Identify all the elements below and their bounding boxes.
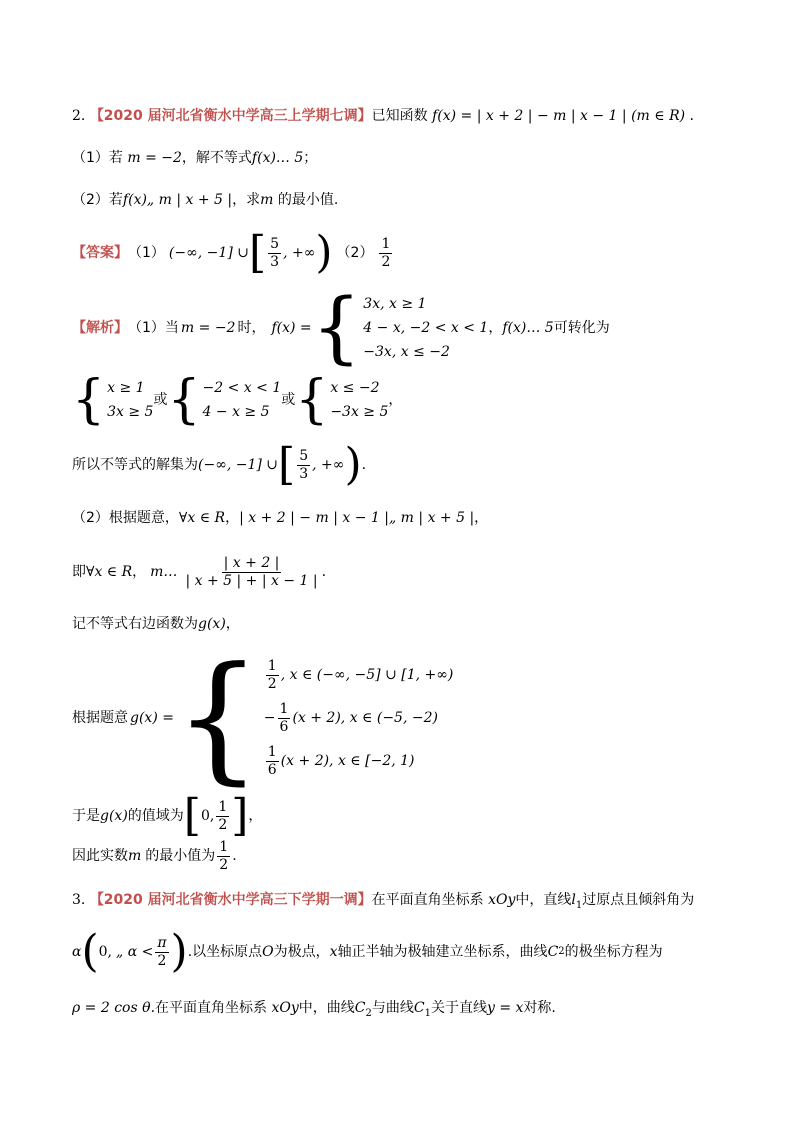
analysis-p2-end: ， (474, 510, 489, 526)
answer-frac-num: 5 (270, 235, 280, 252)
min-var: m (128, 848, 142, 864)
analysis-fx: f(x) = (271, 320, 312, 336)
range-text-1: 于是 (72, 808, 100, 824)
answer-tag: 【答案】 (72, 245, 128, 261)
analysis-intro: （1）当 (128, 320, 179, 336)
q3-t8: .在平面直角坐标系 (150, 1000, 268, 1016)
system-1-brace: { (72, 370, 106, 430)
solset-left: (−∞, −1] ∪ (198, 457, 279, 473)
range-bracket-open: [ (183, 790, 201, 841)
q3-statement-1 (72, 890, 694, 916)
g-case-2-fraction (278, 701, 291, 736)
g-def-brace: { (173, 637, 262, 798)
range-text-2: 的值域为 (127, 808, 184, 824)
q2-part1-text: ，解不等式 (181, 150, 252, 166)
solset-end: . (361, 457, 367, 473)
analysis-g-end: ， (225, 616, 240, 632)
q3-alpha: α (72, 944, 82, 960)
answer-set-left: (−∞, −1] ∪ (168, 245, 249, 261)
q2-part1 (72, 148, 317, 168)
system-2-cases (203, 376, 282, 424)
analysis-ie-end: . (321, 564, 327, 580)
analysis-ineq: f(x)… 5 (502, 320, 554, 336)
q2-part2-text: ，求 (232, 192, 261, 208)
analysis-tag: 【解析】 (72, 320, 128, 336)
solset-fraction (297, 448, 310, 483)
answer-p2-den: 2 (381, 253, 391, 270)
range-left: 0, (200, 808, 215, 824)
g-case-2-den: 6 (279, 718, 289, 735)
analysis-ie-forall: ∀x ∈ R (86, 564, 133, 580)
analysis-cond: m = −2 (180, 320, 236, 336)
analysis-p2-ineq: | x + 2 | − m | x − 1 |„ m | x + 5 | (239, 510, 475, 526)
g-case-2-sign: − (263, 709, 276, 726)
g-case-3-num: 1 (267, 743, 277, 760)
analysis-fx-cases (311, 283, 489, 373)
answer-p2-fraction (379, 236, 392, 271)
q3-C2: C (547, 944, 559, 960)
q3-t12: 对称. (523, 1000, 556, 1016)
q3-t3: 过原点且倾斜角为 (582, 892, 695, 908)
min-text-1: 因此实数 (72, 848, 128, 864)
analysis-case-1: 3x, x ≥ 1 (363, 296, 427, 312)
answer-bracket-close: ) (315, 227, 333, 278)
q2-answer (72, 227, 394, 278)
analysis-g-intro (72, 614, 240, 634)
q3-t11: 关于直线 (430, 1000, 487, 1016)
analysis-piecewise (72, 283, 610, 373)
answer-p2-num: 1 (381, 235, 391, 252)
analysis-g-text: 记不等式右边函数为 (72, 616, 198, 632)
g-case-2-num: 1 (279, 700, 289, 717)
g-case-1-num: 1 (267, 657, 277, 674)
q3-t7: 的极坐标方程为 (564, 944, 663, 960)
q2-part2-label: （2）若 (72, 192, 123, 208)
range-bracket-close: ] (231, 790, 249, 841)
solset-text: 所以不等式的解集为 (72, 457, 198, 473)
g-case-1-den: 2 (267, 675, 277, 692)
q2-part2-end: 的最小值. (277, 192, 339, 208)
system-1-a: x ≥ 1 (107, 380, 145, 396)
analysis-ie-den: | x + 5 | + | x − 1 | (185, 572, 318, 589)
q2-statement (72, 106, 694, 126)
q3-number: 3. (72, 892, 86, 908)
q3-O: O (262, 944, 274, 960)
analysis-brace: { (311, 283, 362, 373)
g-case-3-den: 6 (267, 761, 277, 778)
range-end: ， (248, 808, 263, 824)
system-1-b: 3x ≥ 5 (107, 404, 154, 420)
system-3-brace: { (295, 370, 329, 430)
q2-end: . (689, 108, 694, 124)
answer-set-right: , +∞ (283, 245, 316, 261)
q3-t10: 与曲线 (371, 1000, 414, 1016)
system-2 (167, 370, 282, 430)
solset-right: , +∞ (312, 457, 345, 473)
q3-source: 【2020 届河北省衡水中学高三下学期一调】 (89, 892, 372, 908)
analysis-p2-label: （2）根据题意， (72, 510, 179, 526)
system-2-b: 4 − x ≥ 5 (202, 404, 270, 420)
analysis-solution-set (72, 439, 367, 490)
q3-C2b-sub: 2 (365, 1007, 372, 1019)
q3-t4: .以坐标原点 (187, 944, 263, 960)
q3-a-lt: „ α < (116, 944, 154, 960)
q3-yx: y = x (486, 1000, 524, 1016)
analysis-sep: ， (488, 320, 503, 336)
answer-p2-label: （2） (336, 245, 374, 261)
q2-part2-expr: f(x)„ m | x + 5 | (122, 192, 233, 208)
analysis-part2 (72, 508, 488, 528)
q3-statement-3 (72, 998, 556, 1024)
system-3 (295, 370, 389, 430)
analysis-ie-m: m… (150, 564, 178, 580)
q3-l1: l (571, 892, 576, 908)
analysis-when: 时， (237, 320, 266, 336)
system-1-cases (107, 376, 153, 424)
g-case-2 (264, 697, 454, 740)
q3-t9: 中，曲线 (298, 1000, 355, 1016)
q3-paren-close: ) (170, 926, 188, 977)
q3-rho: ρ = 2 cos θ (72, 1000, 151, 1016)
solset-den: 3 (299, 465, 309, 482)
analysis-range (72, 790, 263, 841)
g-case-3 (264, 740, 454, 783)
system-or-1: 或 (153, 392, 168, 408)
q3-l1-sub: 1 (575, 899, 583, 911)
system-3-cases (330, 376, 388, 424)
q3-x: x (329, 944, 338, 960)
analysis-cases (363, 292, 488, 364)
g-case-1-rest: , x ∈ (−∞, −5] ∪ [1, +∞) (280, 666, 454, 683)
q2-part1-end: ； (303, 150, 318, 166)
analysis-g-def (72, 637, 454, 798)
q3-t6: 轴正半轴为极轴建立坐标系，曲线 (337, 944, 548, 960)
system-2-brace: { (167, 370, 201, 430)
q3-t2: 中，直线 (515, 892, 572, 908)
analysis-convert: 可转化为 (553, 320, 610, 336)
q2-number: 2. (72, 108, 86, 124)
g-case-1-fraction (266, 658, 279, 693)
q3-two: 2 (157, 952, 167, 969)
solset-num: 5 (299, 447, 309, 464)
analysis-p2-forall: ∀x ∈ R (178, 510, 226, 526)
q3-C2-sub: 2 (558, 946, 565, 957)
system-3-a: x ≤ −2 (330, 380, 380, 396)
g-case-1 (264, 654, 454, 697)
q2-part2 (72, 190, 338, 210)
min-end: . (232, 848, 237, 864)
q3-C1: C (413, 1000, 425, 1016)
g-def-fn: g(x) = (130, 710, 174, 726)
analysis-case-3: −3x, x ≤ −2 (363, 344, 450, 360)
q2-source: 【2020 届河北省衡水中学高三上学期七调】 (89, 108, 372, 124)
solset-bracket-open: [ (278, 439, 296, 490)
range-den: 2 (218, 816, 228, 833)
answer-p1-label: （1） (128, 245, 165, 261)
solset-bracket-close: ) (344, 439, 362, 490)
min-text-2: 的最小值为 (145, 848, 216, 864)
q2-part1-expr: f(x)… 5 (251, 150, 304, 166)
analysis-case-2: 4 − x, −2 < x < 1 (363, 320, 489, 336)
q3-statement-2 (72, 926, 663, 977)
q2-part1-cond: m = −2 (127, 150, 182, 166)
q3-pi: π (157, 934, 167, 951)
min-fraction (217, 839, 230, 874)
system-2-a: −2 < x < 1 (202, 380, 282, 396)
q3-pi-fraction (155, 935, 168, 970)
system-end: ， (388, 392, 403, 408)
q2-function: f(x) = | x + 2 | − m | x − 1 | (m ∈ R) (432, 108, 686, 124)
g-def-text: 根据题意 (72, 710, 128, 726)
q3-C2b: C (354, 1000, 366, 1016)
g-case-3-fraction (266, 744, 279, 779)
min-den: 2 (219, 856, 229, 873)
analysis-systems (72, 370, 403, 430)
system-1 (72, 370, 154, 430)
analysis-min (72, 836, 237, 876)
q3-xoy-2: xOy (271, 1000, 299, 1016)
g-case-2-rest: (x + 2), x ∈ (−5, −2) (292, 709, 438, 726)
q3-t1: 在平面直角坐标系 (371, 892, 484, 908)
g-case-3-rest: (x + 2), x ∈ [−2, 1) (280, 752, 415, 769)
range-num: 1 (218, 798, 228, 815)
analysis-ie-num: | x + 2 | (223, 554, 280, 571)
g-def-case-list (264, 654, 454, 783)
range-fn: g(x) (100, 808, 128, 824)
answer-frac-den: 3 (270, 253, 280, 270)
analysis-g-fn: g(x) (198, 616, 226, 632)
analysis-ie-sep: ， (132, 564, 147, 580)
q3-a-open: 0, (98, 944, 112, 960)
q2-part1-label: （1）若 (72, 150, 123, 166)
min-num: 1 (219, 838, 229, 855)
analysis-ie-text: 即 (72, 564, 86, 580)
analysis-p2-sep: ， (225, 510, 240, 526)
q3-xoy: xOy (488, 892, 516, 908)
answer-bracket-open: [ (248, 227, 267, 278)
g-def-cases (173, 637, 454, 798)
system-3-b: −3x ≥ 5 (330, 404, 389, 420)
analysis-ie-fraction (183, 555, 319, 590)
analysis-ie (72, 552, 326, 592)
answer-fraction (268, 236, 281, 271)
q3-paren-open: ( (81, 926, 99, 977)
system-or-2: 或 (281, 392, 296, 408)
q2-part2-var: m (260, 192, 274, 208)
q2-intro: 已知函数 (371, 108, 428, 124)
q3-t5: 为极点， (273, 944, 330, 960)
q3-C1-sub: 1 (424, 1007, 431, 1019)
range-fraction (216, 799, 229, 834)
